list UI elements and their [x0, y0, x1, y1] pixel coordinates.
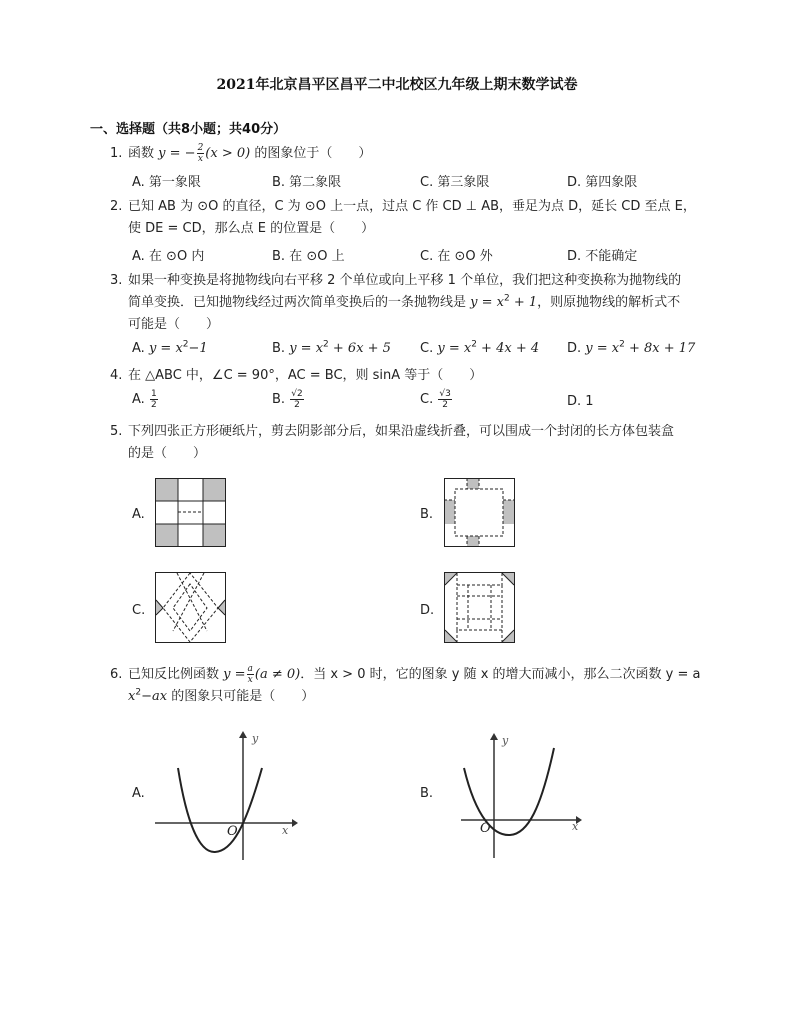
q5-figure-d[interactable]: [444, 572, 516, 644]
section-heading: 一、选择题（共8小题；共40分）: [90, 122, 287, 137]
q4-option-d[interactable]: D. 1: [567, 394, 594, 409]
q2-option-c[interactable]: C. 在 ⊙O 外: [420, 249, 493, 264]
q5-label-c[interactable]: C.: [132, 603, 146, 618]
q4-option-a[interactable]: A. $\frac{1}{2}$: [132, 389, 157, 410]
q2-option-a[interactable]: A. 在 ⊙O 内: [132, 249, 205, 264]
origin-label: O: [480, 821, 491, 836]
axis-x-label: x: [572, 820, 579, 833]
question-4: 4. 在 △ABC 中，∠C = 90°，AC = BC，则 sinA 等于（ ）: [110, 368, 483, 383]
q1-option-a[interactable]: A. 第一象限: [132, 175, 201, 190]
axis-x-label: x: [282, 824, 289, 837]
q6-label-b[interactable]: B.: [420, 786, 434, 801]
q1-option-d[interactable]: D. 第四象限: [567, 175, 638, 190]
question-2: 2. 已知 AB 为 ⊙O 的直径，C 为 ⊙O 上一点，过点 C 作 CD ⊥ AB，垂足为点 D，延长 CD 至点 E， 使 DE = CD，那么点 E 的位置是（ ）: [110, 199, 696, 236]
q6-graph-b[interactable]: [436, 728, 586, 863]
q1-option-b[interactable]: B. 第二象限: [272, 175, 342, 190]
axis-y-label: y: [502, 734, 509, 747]
question-6: 6. 已知反比例函数 y = $\frac{a}{x}$ (a ≠ 0)．当 x > 0 时，它的图象 y 随 x 的增大而减小，那么二次函数 y = a $x^2-ax$ 的图象只可能是（ ）: [110, 664, 701, 704]
q3-option-c[interactable]: C. $y = x^2 + 4x + 4$: [420, 339, 540, 356]
question-1: 1. 函数 y = − $\frac{2}{x}$ (x > 0) 的图象位于（ ）: [110, 143, 372, 164]
q3-option-d[interactable]: D. $y = x^2 + 8x + 17$: [567, 339, 696, 356]
q5-label-a[interactable]: A.: [132, 507, 145, 522]
fraction: $\frac{2}{x}$: [197, 143, 204, 164]
q5-label-d[interactable]: D.: [420, 603, 435, 618]
q4-option-c[interactable]: C. $\frac{√3}{2}$: [420, 389, 451, 410]
q5-figure-c[interactable]: [155, 572, 227, 644]
q4-option-b[interactable]: B. $\frac{√2}{2}$: [272, 389, 303, 410]
q1-option-c[interactable]: C. 第三象限: [420, 175, 490, 190]
origin-label: O: [227, 824, 238, 839]
q5-figure-a[interactable]: [155, 478, 227, 548]
q6-label-a[interactable]: A.: [132, 786, 145, 801]
axis-y-label: y: [252, 732, 259, 745]
question-5: 5. 下列四张正方形硬纸片，剪去阴影部分后，如果沿虚线折叠，可以围成一个封闭的长方体包装盒 的是（ ）: [110, 424, 675, 461]
q6-graph-a[interactable]: [150, 728, 300, 863]
q5-label-b[interactable]: B.: [420, 507, 434, 522]
q2-option-b[interactable]: B. 在 ⊙O 上: [272, 249, 345, 264]
q3-option-b[interactable]: B. $y = x^2 + 6x + 5$: [272, 339, 391, 356]
q3-option-a[interactable]: A. $y = x^2-1$: [132, 339, 208, 356]
question-3: 3. 如果一种变换是将抛物线向右平移 2 个单位或向上平移 1 个单位，我们把这种变换称为抛物线的 简单变换．已知抛物线经过两次简单变换后的一条抛物线是 $y = x^2 + 1$，则原抛物线的解析式不 可能是（ ）: [110, 273, 682, 332]
q5-figure-b[interactable]: [444, 478, 516, 548]
page-title: 2021年北京昌平区昌平二中北校区九年级上期末数学试卷: [216, 77, 578, 93]
q2-option-d[interactable]: D. 不能确定: [567, 249, 638, 264]
